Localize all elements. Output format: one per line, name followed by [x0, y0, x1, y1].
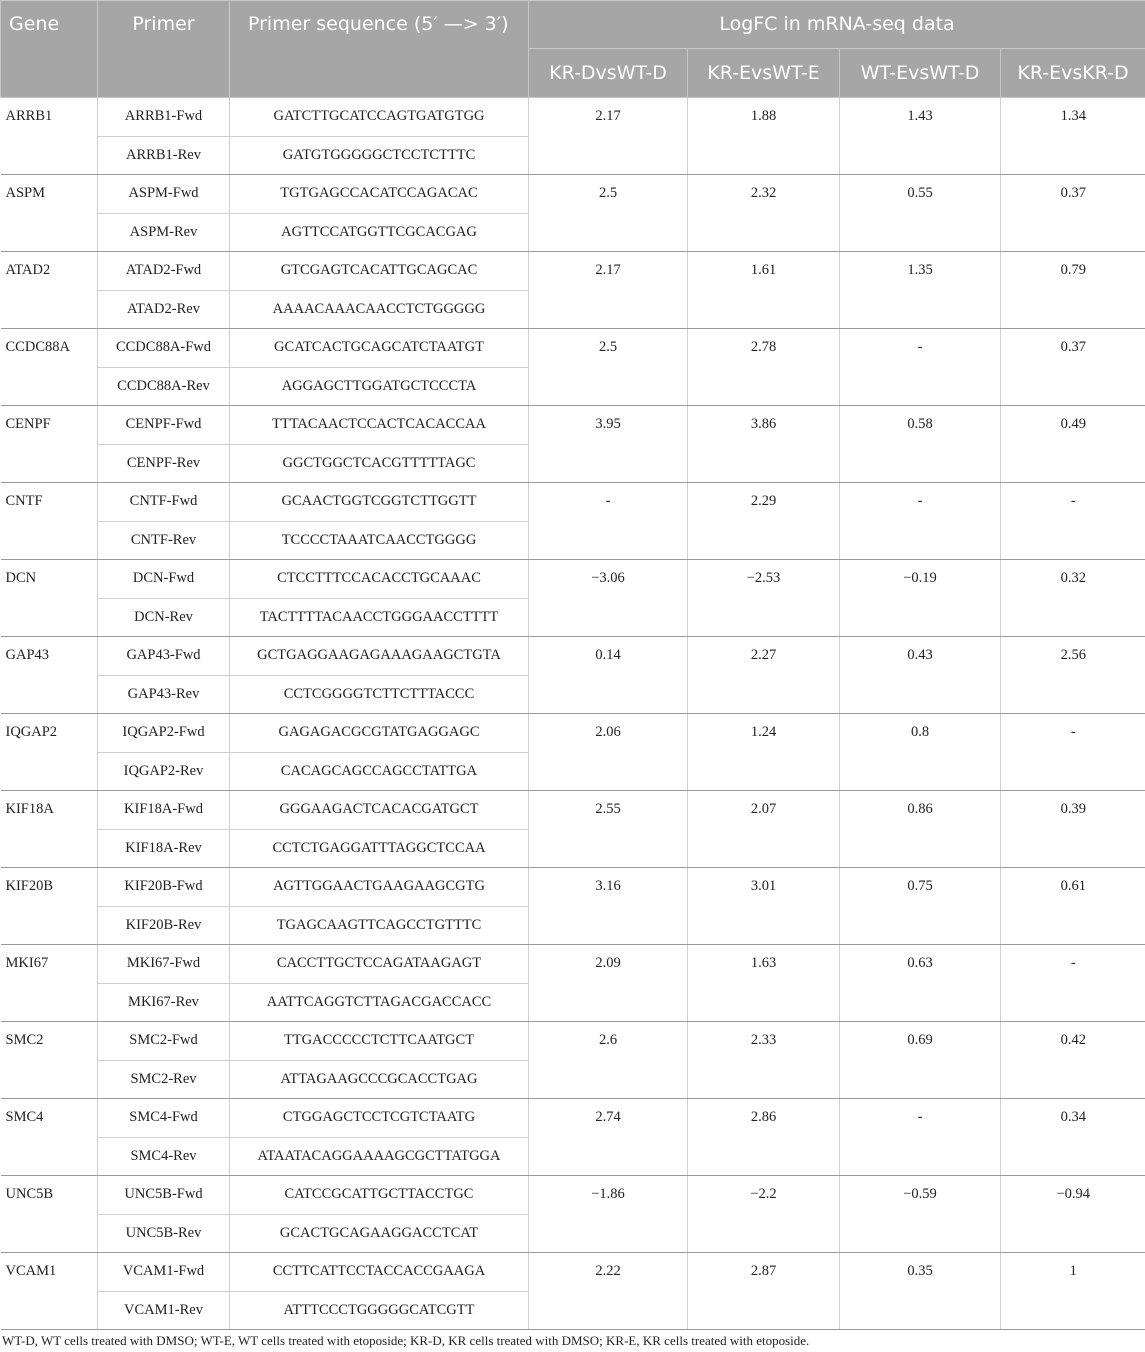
logfc-value-cell: 3.16 — [529, 868, 688, 945]
sequence-rev-cell: GCACTGCAGAAGGACCTCAT — [230, 1214, 529, 1253]
logfc-value-cell: - — [1001, 714, 1145, 791]
logfc-value-cell: 0.32 — [1001, 560, 1145, 637]
table-row — [1, 252, 1145, 291]
logfc-value-cell: 0.49 — [1001, 406, 1145, 483]
logfc-value-cell: 2.06 — [529, 714, 688, 791]
primer-rev-cell: ARRB1-Rev — [98, 136, 230, 175]
sequence-fwd-cell: GCAACTGGTCGGTCTTGGTT — [230, 483, 529, 522]
primer-rev-cell: CNTF-Rev — [98, 521, 230, 560]
sequence-rev-cell: ATTAGAAGCCCGCACCTGAG — [230, 1060, 529, 1099]
primer-fwd-cell: KIF18A-Fwd — [98, 791, 230, 830]
primer-rev-cell: ATAD2-Rev — [98, 290, 230, 329]
gene-cell: CCDC88A — [1, 329, 98, 406]
sequence-fwd-cell: CTGGAGCTCCTCGTCTAATG — [230, 1099, 529, 1138]
sequence-rev-cell: GGCTGGCTCACGTTTTTAGC — [230, 444, 529, 483]
logfc-value-cell: 2.6 — [529, 1022, 688, 1099]
table-header — [1, 1, 1145, 98]
primer-fwd-cell: UNC5B-Fwd — [98, 1176, 230, 1215]
logfc-value-cell: 2.56 — [1001, 637, 1145, 714]
primer-fwd-cell: IQGAP2-Fwd — [98, 714, 230, 753]
header-logfc-group: LogFC in mRNA-seq data — [529, 1, 1145, 49]
sequence-rev-cell: GATGTGGGGGCTCCTCTTTC — [230, 136, 529, 175]
sequence-fwd-cell: GCATCACTGCAGCATCTAATGT — [230, 329, 529, 368]
logfc-value-cell: 2.86 — [688, 1099, 840, 1176]
gene-cell: MKI67 — [1, 945, 98, 1022]
logfc-value-cell: 0.43 — [840, 637, 1001, 714]
header-comparison: WT-EvsWT-D — [840, 49, 1001, 98]
sequence-rev-cell: AAAACAAACAACCTCTGGGGG — [230, 290, 529, 329]
logfc-value-cell: 1.43 — [840, 98, 1001, 175]
logfc-value-cell: 1.63 — [688, 945, 840, 1022]
logfc-value-cell: 1.24 — [688, 714, 840, 791]
logfc-value-cell: 0.39 — [1001, 791, 1145, 868]
logfc-value-cell: −2.53 — [688, 560, 840, 637]
logfc-value-cell: 1.34 — [1001, 98, 1145, 175]
logfc-value-cell: 2.29 — [688, 483, 840, 560]
logfc-value-cell: −0.94 — [1001, 1176, 1145, 1253]
gene-cell: GAP43 — [1, 637, 98, 714]
table-body — [1, 98, 1145, 1330]
sequence-fwd-cell: TGTGAGCCACATCCAGACAC — [230, 175, 529, 214]
primer-fwd-cell: CNTF-Fwd — [98, 483, 230, 522]
sequence-rev-cell: TGAGCAAGTTCAGCCTGTTTC — [230, 906, 529, 945]
header-comparison: KR-EvsWT-E — [688, 49, 840, 98]
logfc-value-cell: 0.69 — [840, 1022, 1001, 1099]
table-row — [1, 637, 1145, 676]
logfc-value-cell: 3.86 — [688, 406, 840, 483]
primer-rev-cell: GAP43-Rev — [98, 675, 230, 714]
sequence-fwd-cell: GAGAGACGCGTATGAGGAGC — [230, 714, 529, 753]
logfc-value-cell: 1.35 — [840, 252, 1001, 329]
logfc-value-cell: 1.88 — [688, 98, 840, 175]
table-row — [1, 945, 1145, 984]
sequence-fwd-cell: TTGACCCCCTCTTCAATGCT — [230, 1022, 529, 1061]
primer-fwd-cell: ASPM-Fwd — [98, 175, 230, 214]
gene-cell: DCN — [1, 560, 98, 637]
logfc-value-cell: −0.19 — [840, 560, 1001, 637]
logfc-value-cell: 0.34 — [1001, 1099, 1145, 1176]
gene-cell: UNC5B — [1, 1176, 98, 1253]
logfc-value-cell: 2.87 — [688, 1253, 840, 1330]
gene-cell: ARRB1 — [1, 98, 98, 175]
primer-rev-cell: UNC5B-Rev — [98, 1214, 230, 1253]
gene-cell: SMC2 — [1, 1022, 98, 1099]
primer-rev-cell: MKI67-Rev — [98, 983, 230, 1022]
logfc-value-cell: 1.61 — [688, 252, 840, 329]
table-row — [1, 483, 1145, 522]
sequence-fwd-cell: CACCTTGCTCCAGATAAGAGT — [230, 945, 529, 984]
primer-fwd-cell: GAP43-Fwd — [98, 637, 230, 676]
logfc-value-cell: 2.27 — [688, 637, 840, 714]
logfc-value-cell: 2.5 — [529, 175, 688, 252]
logfc-value-cell: 2.74 — [529, 1099, 688, 1176]
primer-fwd-cell: KIF20B-Fwd — [98, 868, 230, 907]
primer-rev-cell: ASPM-Rev — [98, 213, 230, 252]
table-row — [1, 329, 1145, 368]
logfc-value-cell: - — [1001, 483, 1145, 560]
logfc-value-cell: 2.07 — [688, 791, 840, 868]
logfc-value-cell: 0.63 — [840, 945, 1001, 1022]
logfc-value-cell: 1 — [1001, 1253, 1145, 1330]
logfc-value-cell: - — [1001, 945, 1145, 1022]
table-row — [1, 175, 1145, 214]
sequence-fwd-cell: GCTGAGGAAGAGAAAGAAGCTGTA — [230, 637, 529, 676]
table-row — [1, 560, 1145, 599]
logfc-value-cell: 0.61 — [1001, 868, 1145, 945]
table-footnote: WT-D, WT cells treated with DMSO; WT-E, WT cells treated with etoposide; KR-D, KR cells treated with DMSO; KR-E, KR cells treated with etoposide. — [2, 1333, 810, 1348]
primer-fwd-cell: CCDC88A-Fwd — [98, 329, 230, 368]
sequence-rev-cell: AATTCAGGTCTTAGACGACCACC — [230, 983, 529, 1022]
gene-cell: ATAD2 — [1, 252, 98, 329]
primer-rev-cell: VCAM1-Rev — [98, 1291, 230, 1330]
table-row — [1, 714, 1145, 753]
sequence-rev-cell: ATAATACAGGAAAAGCGCTTATGGA — [230, 1137, 529, 1176]
header-gene: Gene — [1, 1, 98, 98]
logfc-value-cell: - — [840, 483, 1001, 560]
table-row — [1, 98, 1145, 137]
sequence-fwd-cell: GTCGAGTCACATTGCAGCAC — [230, 252, 529, 291]
logfc-value-cell: 3.95 — [529, 406, 688, 483]
primer-rev-cell: SMC2-Rev — [98, 1060, 230, 1099]
header-primer: Primer — [98, 1, 230, 98]
logfc-value-cell: - — [840, 329, 1001, 406]
primer-rev-cell: CCDC88A-Rev — [98, 367, 230, 406]
logfc-value-cell: - — [529, 483, 688, 560]
logfc-value-cell: 2.55 — [529, 791, 688, 868]
gene-cell: CENPF — [1, 406, 98, 483]
gene-cell: SMC4 — [1, 1099, 98, 1176]
primer-rev-cell: KIF20B-Rev — [98, 906, 230, 945]
sequence-rev-cell: AGTTCCATGGTTCGCACGAG — [230, 213, 529, 252]
logfc-value-cell: 3.01 — [688, 868, 840, 945]
logfc-value-cell: 2.17 — [529, 98, 688, 175]
logfc-value-cell: 0.75 — [840, 868, 1001, 945]
logfc-value-cell: 0.58 — [840, 406, 1001, 483]
logfc-value-cell: −3.06 — [529, 560, 688, 637]
logfc-value-cell: 2.5 — [529, 329, 688, 406]
gene-cell: CNTF — [1, 483, 98, 560]
logfc-value-cell: 2.22 — [529, 1253, 688, 1330]
primer-fwd-cell: ARRB1-Fwd — [98, 98, 230, 137]
primer-fwd-cell: VCAM1-Fwd — [98, 1253, 230, 1292]
logfc-value-cell: −2.2 — [688, 1176, 840, 1253]
logfc-value-cell: 2.33 — [688, 1022, 840, 1099]
header-sequence: Primer sequence (5′ —> 3′) — [230, 1, 529, 98]
table-row — [1, 1022, 1145, 1061]
logfc-value-cell: −1.86 — [529, 1176, 688, 1253]
logfc-value-cell: 0.35 — [840, 1253, 1001, 1330]
logfc-value-cell: - — [840, 1099, 1001, 1176]
primer-rev-cell: IQGAP2-Rev — [98, 752, 230, 791]
primer-rev-cell: SMC4-Rev — [98, 1137, 230, 1176]
sequence-fwd-cell: CATCCGCATTGCTTACCTGC — [230, 1176, 529, 1215]
logfc-value-cell: 0.79 — [1001, 252, 1145, 329]
primer-fwd-cell: CENPF-Fwd — [98, 406, 230, 445]
header-comparison: KR-DvsWT-D — [529, 49, 688, 98]
table-row — [1, 791, 1145, 830]
primer-fwd-cell: DCN-Fwd — [98, 560, 230, 599]
header-comparison: KR-EvsKR-D — [1001, 49, 1145, 98]
primer-fwd-cell: MKI67-Fwd — [98, 945, 230, 984]
primer-fwd-cell: ATAD2-Fwd — [98, 252, 230, 291]
gene-cell: KIF20B — [1, 868, 98, 945]
sequence-rev-cell: ATTTCCCTGGGGGCATCGTT — [230, 1291, 529, 1330]
primer-fwd-cell: SMC4-Fwd — [98, 1099, 230, 1138]
sequence-rev-cell: CACAGCAGCCAGCCTATTGA — [230, 752, 529, 791]
gene-cell: VCAM1 — [1, 1253, 98, 1330]
logfc-value-cell: −0.59 — [840, 1176, 1001, 1253]
logfc-value-cell: 2.09 — [529, 945, 688, 1022]
sequence-rev-cell: TACTTTTACAACCTGGGAACCTTTT — [230, 598, 529, 637]
sequence-fwd-cell: CTCCTTTCCACACCTGCAAAC — [230, 560, 529, 599]
table-row — [1, 406, 1145, 445]
sequence-rev-cell: TCCCCTAAATCAACCTGGGG — [230, 521, 529, 560]
gene-cell: IQGAP2 — [1, 714, 98, 791]
sequence-fwd-cell: GATCTTGCATCCAGTGATGTGG — [230, 98, 529, 137]
primer-rev-cell: CENPF-Rev — [98, 444, 230, 483]
table-row — [1, 868, 1145, 907]
gene-cell: KIF18A — [1, 791, 98, 868]
primer-fwd-cell: SMC2-Fwd — [98, 1022, 230, 1061]
logfc-value-cell: 2.78 — [688, 329, 840, 406]
sequence-fwd-cell: GGGAAGACTCACACGATGCT — [230, 791, 529, 830]
logfc-value-cell: 0.42 — [1001, 1022, 1145, 1099]
logfc-value-cell: 0.86 — [840, 791, 1001, 868]
sequence-fwd-cell: AGTTGGAACTGAAGAAGCGTG — [230, 868, 529, 907]
sequence-rev-cell: CCTCGGGGTCTTCTTTACCC — [230, 675, 529, 714]
logfc-value-cell: 0.55 — [840, 175, 1001, 252]
table-row — [1, 1176, 1145, 1215]
sequence-fwd-cell: CCTTCATTCCTACCACCGAAGA — [230, 1253, 529, 1292]
logfc-value-cell: 0.37 — [1001, 329, 1145, 406]
sequence-rev-cell: CCTCTGAGGATTTAGGCTCCAA — [230, 829, 529, 868]
logfc-value-cell: 0.8 — [840, 714, 1001, 791]
logfc-value-cell: 2.32 — [688, 175, 840, 252]
logfc-value-cell: 0.37 — [1001, 175, 1145, 252]
primer-rev-cell: DCN-Rev — [98, 598, 230, 637]
sequence-fwd-cell: TTTACAACTCCACTCACACCAA — [230, 406, 529, 445]
sequence-rev-cell: AGGAGCTTGGATGCTCCCTA — [230, 367, 529, 406]
table-row — [1, 1253, 1145, 1292]
gene-cell: ASPM — [1, 175, 98, 252]
primer-rev-cell: KIF18A-Rev — [98, 829, 230, 868]
logfc-value-cell: 2.17 — [529, 252, 688, 329]
table-row — [1, 1099, 1145, 1138]
logfc-value-cell: 0.14 — [529, 637, 688, 714]
